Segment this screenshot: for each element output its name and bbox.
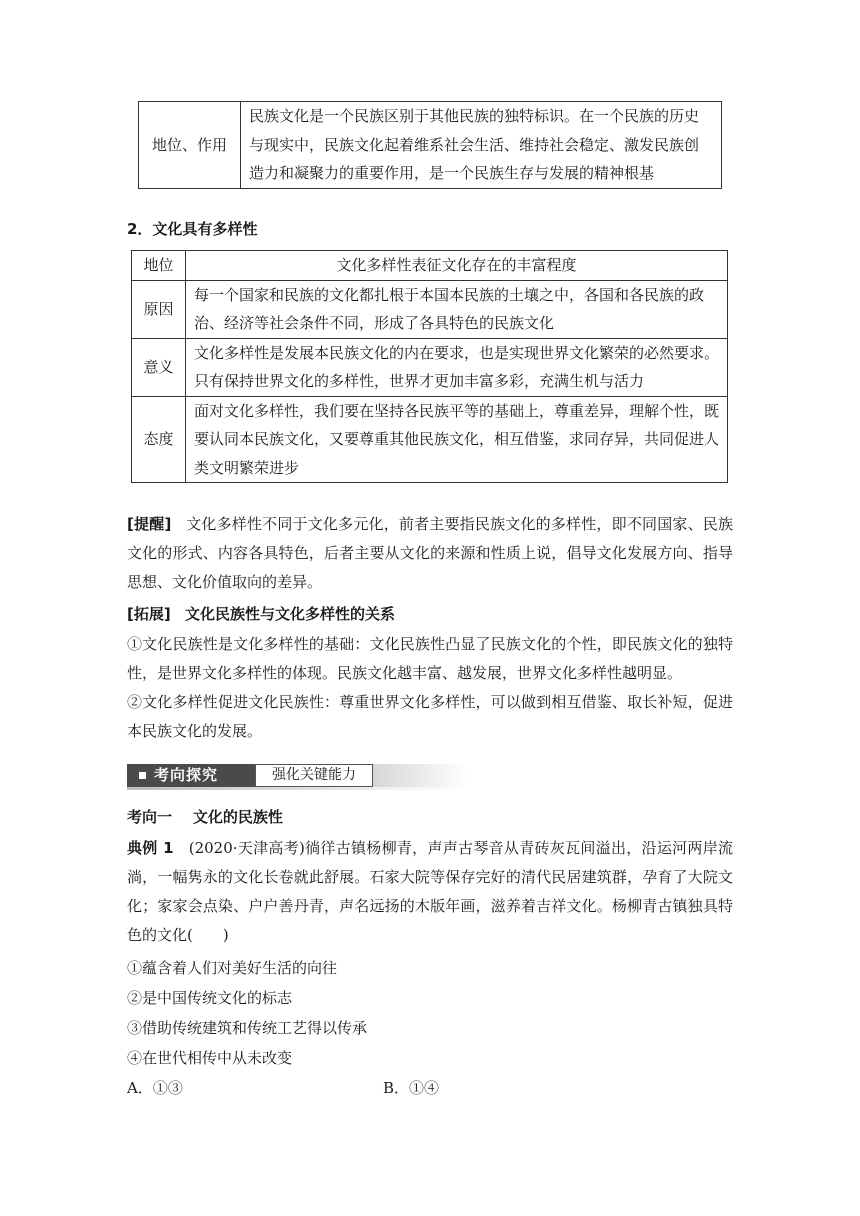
banner-left-label: 考向探究 (154, 766, 219, 784)
direction-label: 考向一 (127, 808, 173, 826)
banner-left (127, 764, 255, 787)
tip-paragraph (127, 510, 733, 597)
direction-heading (127, 803, 283, 832)
row-label-position-role: 地位、作用 (139, 102, 241, 189)
row-content-position-role: 民族文化是一个民族区别于其他民族的独特标识。在一个民族的历史与现实中，民族文化起着维系社会生活、维持社会稳定、激发民族创造力和凝聚力的重要作用，是一个民族生存与发展的精神根基 (241, 102, 722, 189)
banner-right: 强化关键能力 (255, 764, 373, 787)
extension-item-2: ②文化多样性促进文化民族性：尊重世界文化多样性，可以做到相互借鉴、取长补短，促进本民族文化的发展。 (127, 693, 733, 740)
row-content: 文化多样性表征文化存在的丰富程度 (186, 251, 728, 281)
diversity-table (131, 250, 728, 483)
option-item: ④在世代相传中从未改变 (127, 1049, 293, 1067)
table-row (132, 396, 728, 483)
row-label: 态度 (132, 396, 186, 483)
extension-heading (127, 600, 395, 629)
banner-underline (127, 787, 467, 790)
banner-fade (373, 764, 467, 787)
square-icon (139, 772, 146, 779)
direction-title: 文化的民族性 (192, 808, 283, 826)
tip-text: 文化多样性不同于文化多元化，前者主要指民族文化的多样性，即不同国家、民族文化的形式、内容各具特色，后者主要从文化的来源和性质上说，倡导文化发展方向、指导思想、文化价值取向的差异。 (127, 515, 733, 591)
row-content: 面对文化多样性，我们要在坚持各民族平等的基础上，尊重差异，理解个性，既要认同本民族文化，又要尊重其他民族文化，相互借鉴，求同存异，共同促进人类文明繁荣进步 (186, 396, 728, 483)
position-role-table (138, 101, 722, 189)
example-text: (2020·天津高考)徜徉古镇杨柳青，声声古琴音从青砖灰瓦间溢出，沿运河两岸流淌，一幅隽永的文化长卷就此舒展。石家大院等保存完好的清代民居建筑群，孕育了大院文化；家家会点染、户户善丹青，声名远扬的木版年画，滋养着吉祥文化。杨柳青古镇独具特色的文化( ) (127, 839, 733, 944)
tip-tag: [提醒] (127, 515, 172, 533)
table-row (132, 251, 728, 281)
table-row (132, 338, 728, 396)
section-heading-diversity: 2．文化具有多样性 (127, 220, 258, 238)
option-item: ③借助传统建筑和传统工艺得以传承 (127, 1019, 368, 1037)
row-content: 每一个国家和民族的文化都扎根于本国本民族的土壤之中，各国和各民族的政治、经济等社会条件不同，形成了各具特色的民族文化 (186, 280, 728, 338)
section-banner (127, 762, 467, 790)
example-tag: 典例 1 (127, 839, 174, 857)
row-label: 原因 (132, 280, 186, 338)
extension-item-1: ①文化民族性是文化多样性的基础：文化民族性凸显了民族文化的个性，即民族文化的独特性，是世界文化多样性的体现。民族文化越丰富、越发展，世界文化多样性越明显。 (127, 635, 733, 682)
option-item: ①蕴含着人们对美好生活的向往 (127, 959, 338, 977)
table-row (132, 280, 728, 338)
option-item: ②是中国传统文化的标志 (127, 989, 293, 1007)
extension-tag: [拓展] (127, 605, 171, 623)
choice-b: B．①④ (383, 1079, 440, 1097)
row-label: 意义 (132, 338, 186, 396)
extension-title: 文化民族性与文化多样性的关系 (185, 605, 396, 623)
choice-a: A．①③ (127, 1079, 183, 1097)
row-label: 地位 (132, 251, 186, 281)
row-content: 文化多样性是发展本民族文化的内在要求，也是实现世界文化繁荣的必然要求。只有保持世界文化的多样性，世界才更加丰富多彩，充满生机与活力 (186, 338, 728, 396)
example-paragraph (127, 834, 733, 950)
